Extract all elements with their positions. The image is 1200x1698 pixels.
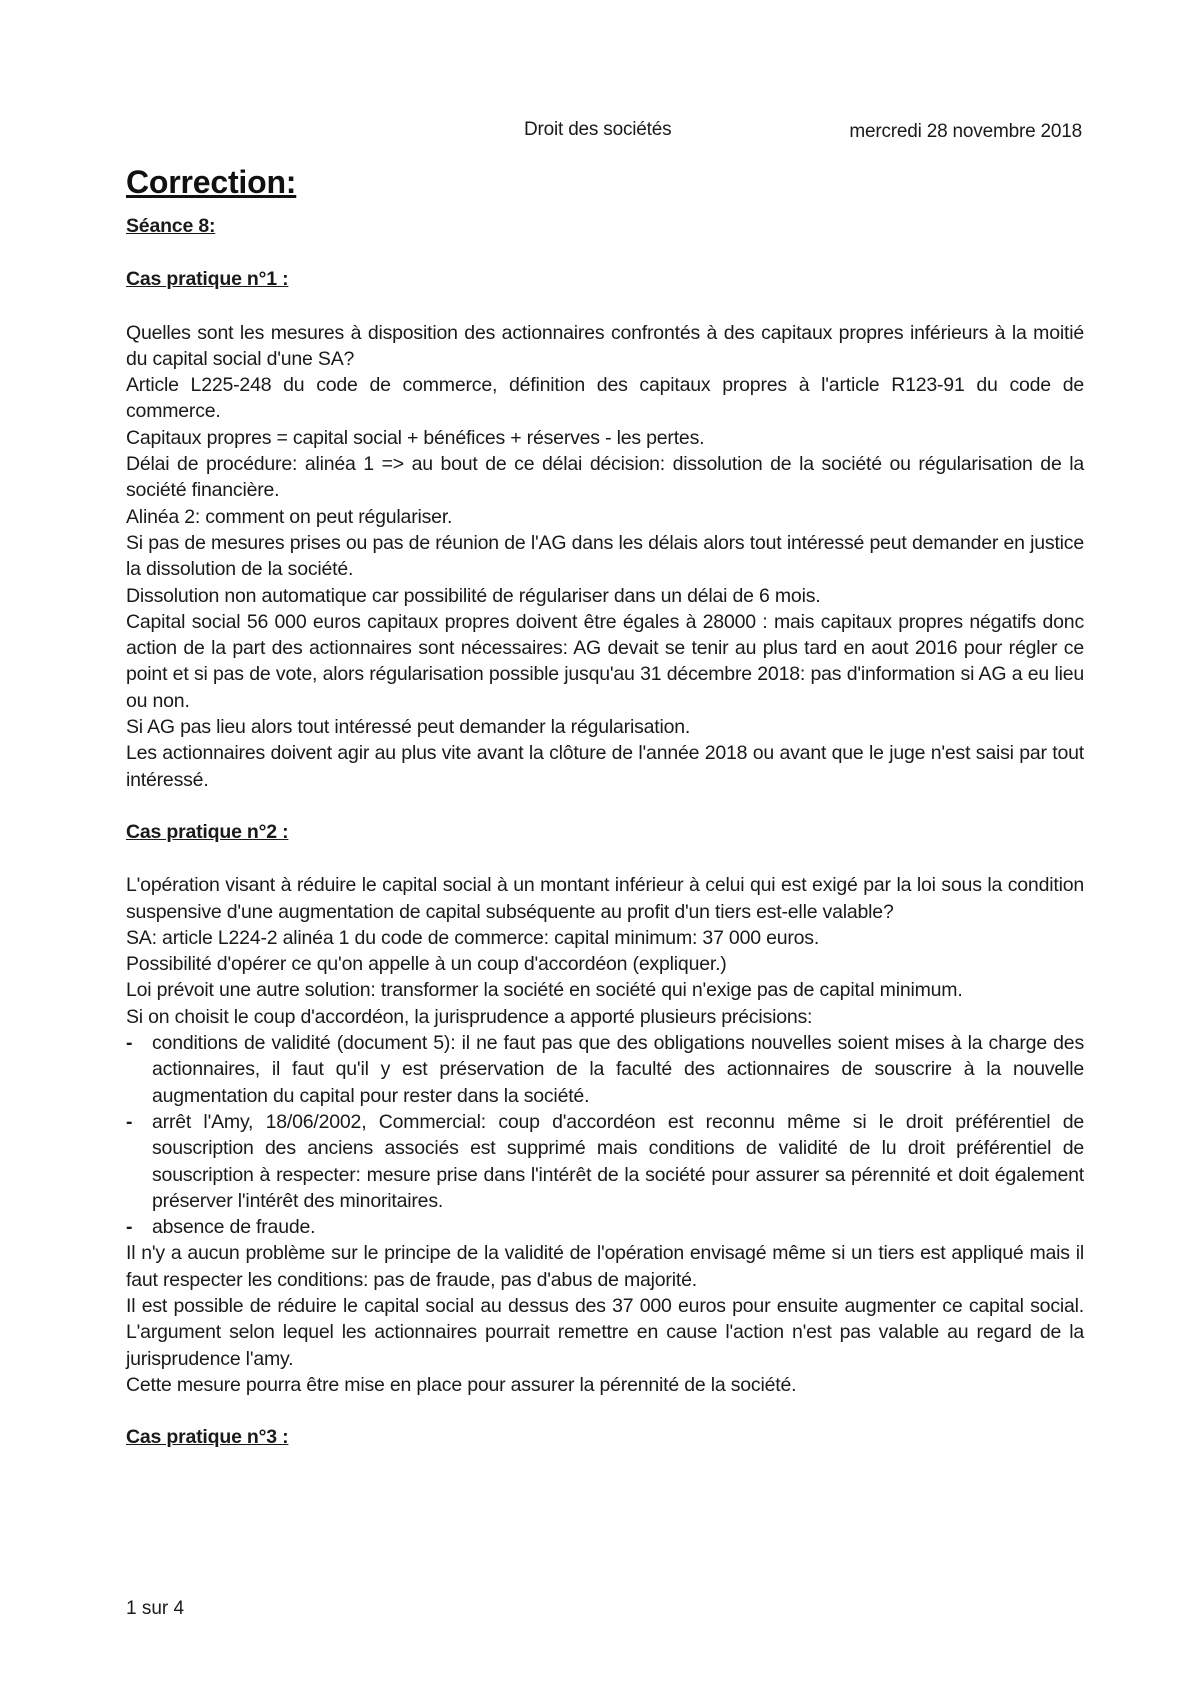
bullet-dash: - — [126, 1032, 133, 1055]
case1-paragraph: Capitaux propres = capital social + bénéfices + réserves - les pertes. — [126, 426, 705, 449]
document-title: Correction: — [126, 164, 297, 200]
case3-heading: Cas pratique n°3 : — [126, 1426, 289, 1449]
document-body — [126, 162, 1084, 1477]
page-indicator: 1 sur 4 — [126, 1598, 185, 1619]
seance-heading: Séance 8: — [126, 215, 216, 237]
case1-body — [126, 320, 1084, 793]
case2-paragraph: Il n'y a aucun problème sur le principe de la validité de l'opération envisagé même si un tiers est appliqué mais il faut respecter les conditions: pas de fraude, pas d'abus de majorité. — [126, 1242, 1084, 1291]
case2-heading: Cas pratique n°2 : — [126, 820, 289, 843]
case2-body — [126, 872, 1084, 1398]
spacer — [126, 793, 1084, 819]
case1-paragraph: Dissolution non automatique car possibilité de régulariser dans un délai de 6 mois. — [126, 584, 821, 607]
case1-paragraph: Si pas de mesures prises ou pas de réunion de l'AG dans les délais alors tout intéressé peut demander en justice la dissolution de la société. — [126, 531, 1084, 581]
case2-paragraph: Il est possible de réduire le capital social au dessus des 37 000 euros pour ensuite augmenter ce capital social. L'argument selon lequel les actionnaires pourrait remettre en cause l'action n'est pas valable au regard de la jurisprudence l'amy. — [126, 1294, 1084, 1370]
bullet-dash: - — [126, 1216, 133, 1239]
list-item-text: conditions de validité (document 5): il ne faut pas que des obligations nouvelles soient mises à la charge des actionnaires, il faut qu'il y est préservation de la faculté des actionnaires de souscrire à la nouvelle augmentation du capital pour rester dans la société. — [152, 1032, 1084, 1107]
case2-bullet-list — [126, 1030, 1084, 1240]
case1-paragraph: Délai de procédure: alinéa 1 => au bout de ce délai décision: dissolution de la société ou régularisation de la société financière. — [126, 453, 1084, 502]
case1-paragraph: Alinéa 2: comment on peut régulariser. — [126, 505, 453, 528]
list-item-text: arrêt l'Amy, 18/06/2002, Commercial: coup d'accordéon est reconnu même si le droit préférentiel de souscription des anciens associés est supprimé mais conditions de validité de lu droit préférentiel de souscription à respecter: mesure prise dans l'intérêt de la société pour assurer sa pérennité et doit également préserver l'intérêt des minoritaires. — [152, 1110, 1084, 1212]
list-item-text: absence de fraude. — [152, 1216, 316, 1239]
case1-paragraph: Si AG pas lieu alors tout intéressé peut demander la régularisation. — [126, 716, 691, 739]
header-date: mercredi 28 novembre 2018 — [849, 121, 1082, 142]
case1-heading: Cas pratique n°1 : — [126, 268, 289, 291]
case2-paragraph: Si on choisit le coup d'accordéon, la jurisprudence a apporté plusieurs précisions: — [126, 1005, 813, 1028]
case1-paragraph: Les actionnaires doivent agir au plus vite avant la clôture de l'année 2018 ou avant que le juge n'est saisi par tout intéressé. — [126, 742, 1084, 791]
case2-paragraph: SA: article L224-2 alinéa 1 du code de commerce: capital minimum: 37 000 euros. — [126, 926, 820, 949]
case2-paragraph: L'opération visant à réduire le capital social à un montant inférieur à celui qui est exigé par la loi sous la condition suspensive d'une augmentation de capital subséquente au profit d'un tiers est-elle valable? — [126, 874, 1084, 923]
bullet-dash: - — [126, 1110, 133, 1133]
case1-paragraph: Quelles sont les mesures à disposition des actionnaires confrontés à des capitaux propres inférieurs à la moitié du capital social d'une SA? — [126, 321, 1084, 370]
case1-paragraph: Article L225-248 du code de commerce, définition des capitaux propres à l'article R123-91 du code de commerce. — [126, 374, 1084, 423]
case2-paragraph: Loi prévoit une autre solution: transformer la société en société qui n'exige pas de capital minimum. — [126, 979, 963, 1002]
spacer — [126, 1398, 1084, 1424]
case2-paragraph: Possibilité d'opérer ce qu'on appelle à un coup d'accordéon (expliquer.) — [126, 953, 727, 976]
list-item — [126, 1030, 1084, 1109]
list-item — [126, 1109, 1084, 1214]
list-item — [126, 1214, 1084, 1240]
case1-paragraph: Capital social 56 000 euros capitaux propres doivent être égales à 28000 : mais capitaux propres négatifs donc action de la part des actionnaires sont nécessaires: AG devait se tenir au plus tard en aout 2016 pour régler ce point et si pas de vote, alors régularisation possible jusqu'au 31 décembre 2018: pas d'information si AG a eu lieu ou non. — [126, 610, 1084, 712]
case2-paragraph: Cette mesure pourra être mise en place pour assurer la pérennité de la société. — [126, 1373, 797, 1396]
header-subject: Droit des sociétés — [524, 119, 672, 140]
